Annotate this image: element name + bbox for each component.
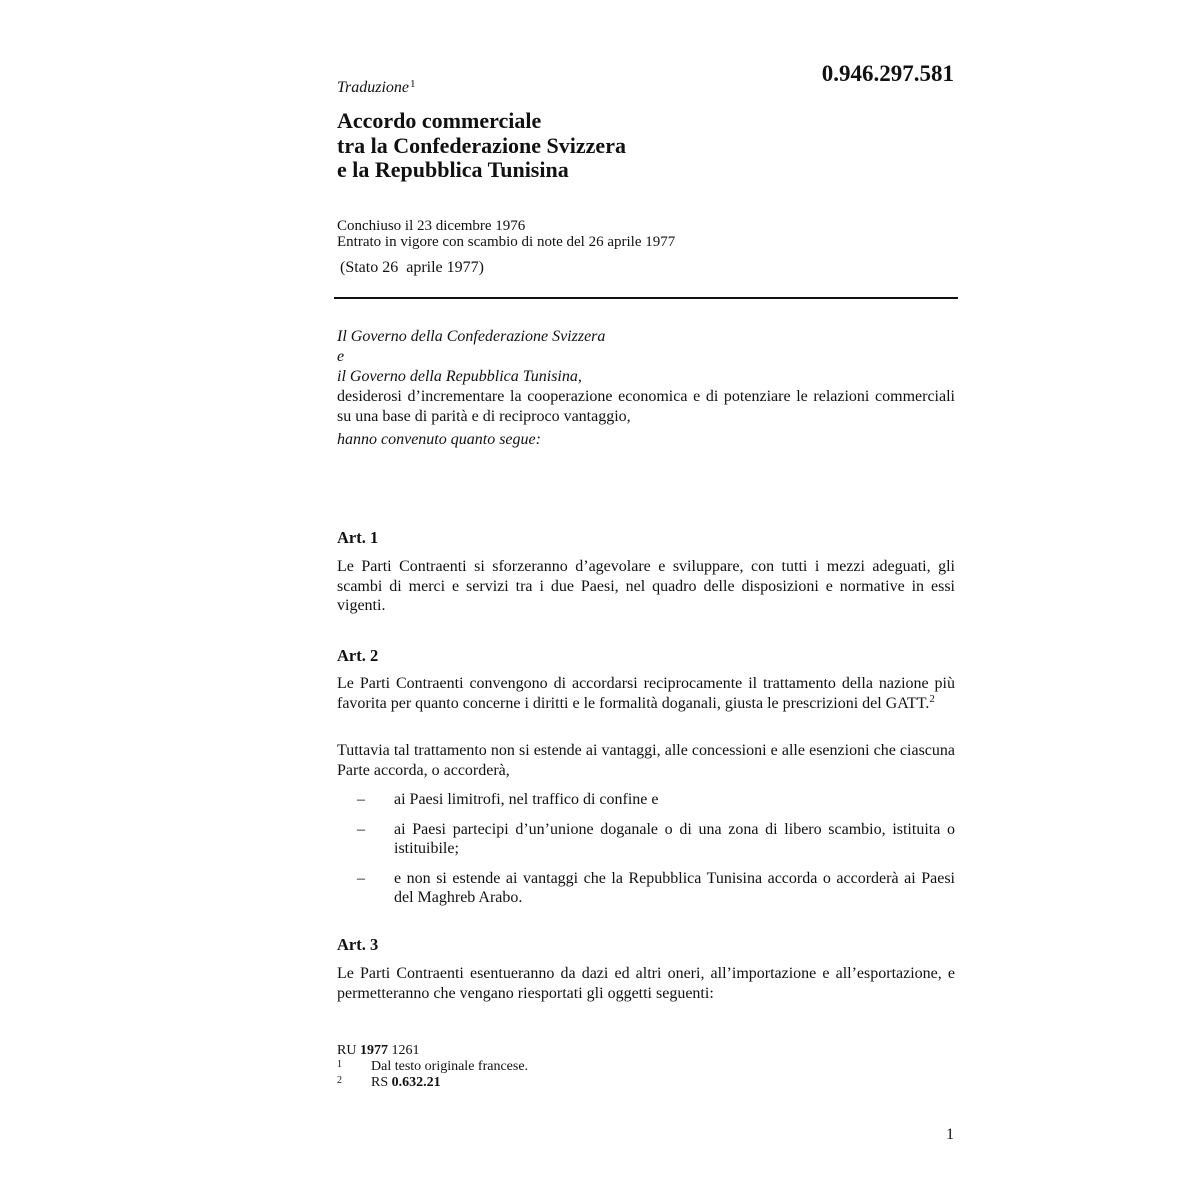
list-item xyxy=(337,869,955,908)
footnotes-section xyxy=(337,1043,955,1091)
article-3-heading: Art. 3 xyxy=(337,935,379,954)
article-1-text: Le Parti Contraenti si sforzeranno d’agevolare e sviluppare, con tutti i mezzi adeguati, gli scambi di merci e servizi tra i due Paesi, nel quadro delle disposizioni e normative in essi vigenti. xyxy=(337,558,955,614)
document-title xyxy=(337,109,955,183)
list-item xyxy=(337,820,955,859)
list-item-text: e non si estende ai vantaggi che la Repubblica Tunisina accorda o accorderà ai Paesi del Maghreb Arabo. xyxy=(394,869,955,906)
preamble-party-1: Il Governo della Confederazione Svizzera xyxy=(337,328,606,345)
title-line-1: Accordo commerciale xyxy=(337,108,542,133)
article-2-paragraph-1-text: Le Parti Contraenti convengono di accordarsi reciprocamente il trattamento della nazione più favorita per quanto concerne i diritti e le formalità doganali, giusta le prescrizioni del GATT. xyxy=(337,675,955,712)
footnote-number: 2 xyxy=(337,1075,342,1086)
title-line-3: e la Repubblica Tunisina xyxy=(337,157,569,182)
article-2-paragraph-1 xyxy=(337,674,955,713)
ru-year: 1977 xyxy=(359,1043,388,1058)
dash-marker: – xyxy=(357,869,365,887)
footnote-text xyxy=(371,1075,441,1091)
entry-into-force: Entrato in vigore con scambio di note del 26 aprile 1977 xyxy=(337,234,676,250)
ru-prefix: RU xyxy=(337,1043,360,1058)
preamble-and: e xyxy=(337,348,345,365)
sr-number: 0.946.297.581 xyxy=(821,61,954,86)
translation-label xyxy=(337,74,416,98)
footnote-link-sr[interactable]: 0.632.21 xyxy=(391,1075,441,1090)
concluded-date: Conchiuso il 23 dicembre 1976 xyxy=(337,218,526,234)
preamble-agreed: hanno convenuto quanto segue: xyxy=(337,431,541,448)
ru-page: 1261 xyxy=(387,1043,420,1058)
page-number: 1 xyxy=(946,1126,954,1143)
dash-marker: – xyxy=(357,820,365,838)
header-divider xyxy=(334,297,958,299)
article-3-text: Le Parti Contraenti esentueranno da dazi ed altri oneri, all’importazione e all’esportazione, e permetteranno che vengano riesportati gli oggetti seguenti: xyxy=(337,965,955,1002)
translation-text: Traduzione xyxy=(337,79,410,96)
status-date: (Stato 26 aprile 1977) xyxy=(340,259,484,276)
article-2-exceptions-list xyxy=(337,790,955,918)
document-metadata xyxy=(337,218,955,250)
ru-reference xyxy=(337,1043,955,1059)
footnote-ref-2[interactable]: 2 xyxy=(929,692,935,705)
list-item xyxy=(337,790,955,810)
preamble-party-2: il Governo della Repubblica Tunisina, xyxy=(337,368,582,385)
footnote-text: Dal testo originale francese. xyxy=(371,1059,529,1074)
dash-marker: – xyxy=(357,791,365,808)
list-item-text: ai Paesi partecipi d’un’unione doganale o di una zona di libero scambio, istituita o istituibile; xyxy=(394,820,955,857)
article-2-paragraph-2: Tuttavia tal trattamento non si estende ai vantaggi, alle concessioni e alle esenzioni che ciascuna Parte accorda, o accorderà, xyxy=(337,742,955,779)
list-item-text: ai Paesi limitrofi, nel traffico di confine e xyxy=(394,791,659,808)
preamble xyxy=(337,327,955,450)
footnote-text-prefix: RS xyxy=(371,1075,392,1090)
footnote-2 xyxy=(337,1075,955,1091)
preamble-desire: desiderosi d’incrementare la cooperazione economica e di potenziare le relazioni commerciali su una base di parità e di reciproco vantaggio, xyxy=(337,388,955,425)
title-line-2: tra la Confederazione Svizzera xyxy=(337,132,626,158)
article-2-heading: Art. 2 xyxy=(337,646,379,665)
footnote-ref-1[interactable]: 1 xyxy=(410,78,416,90)
footnote-number: 1 xyxy=(337,1059,342,1070)
article-1-heading: Art. 1 xyxy=(337,528,379,547)
footnote-1 xyxy=(337,1059,955,1075)
